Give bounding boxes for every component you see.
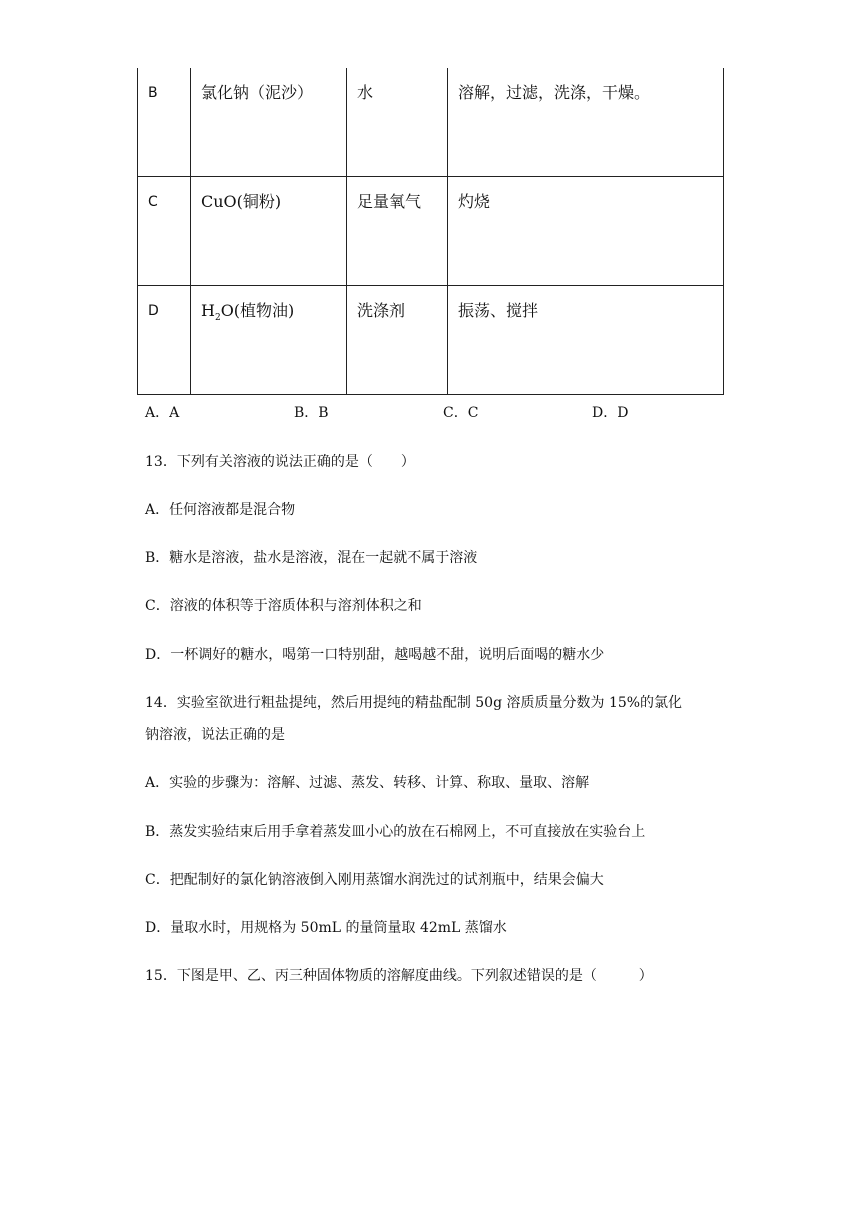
q14-option-c: C．把配制好的氯化钠溶液倒入刚用蒸馏水润洗过的试剂瓶中，结果会偏大 (145, 872, 604, 888)
substance-cell: 氯化钠（泥沙） (201, 83, 314, 102)
table-row (138, 68, 724, 177)
q13-option-d: D．一杯调好的糖水，喝第一口特别甜，越喝越不甜，说明后面喝的糖水少 (145, 647, 605, 663)
substance-cell: CuO(铜粉) (201, 192, 282, 211)
options-table (137, 68, 724, 395)
method-cell: 灼烧 (458, 192, 491, 211)
q14-stem-line2: 钠溶液，说法正确的是 (145, 727, 285, 743)
q14-option-d: D．量取水时，用规格为 50mL 的量筒量取 42mL 蒸馏水 (145, 920, 507, 936)
row-letter: C (148, 194, 158, 210)
q14-option-b: B．蒸发实验结束后用手拿着蒸发皿小心的放在石棉网上，不可直接放在实验台上 (145, 824, 646, 840)
method-cell: 振荡、搅拌 (458, 301, 539, 320)
q14-stem-line1: 14．实验室欲进行粗盐提纯，然后用提纯的精盐配制 50g 溶质质量分数为 15%的氯化 (145, 695, 683, 711)
row-letter: B (148, 85, 158, 101)
q14-option-a: A．实验的步骤为：溶解、过滤、蒸发、转移、计算、称取、量取、溶解 (145, 775, 590, 791)
q13-option-b: B．糖水是溶液，盐水是溶液，混在一起就不属于溶液 (145, 550, 478, 566)
method-cell: 溶解，过滤，洗涤，干燥。 (458, 83, 651, 102)
q13-option-a: A．任何溶液都是混合物 (145, 502, 296, 518)
formula-main: H (201, 301, 215, 320)
reagent-cell: 水 (357, 83, 374, 102)
substance-cell (191, 286, 346, 329)
reagent-cell: 洗涤剂 (357, 301, 406, 320)
q15-stem: 15．下图是甲、乙、丙三种固体物质的溶解度曲线。下列叙述错误的是（ ） (145, 968, 653, 984)
q12-option-d: D．D (592, 405, 629, 421)
table-row (138, 177, 724, 286)
reagent-cell: 足量氧气 (357, 192, 422, 211)
formula-subscript: 2 (214, 313, 221, 324)
q13-stem: 13．下列有关溶液的说法正确的是（ ） (145, 454, 415, 470)
q12-option-a: A．A (145, 405, 180, 421)
q12-option-c: C．C (443, 405, 479, 421)
table-row (138, 286, 724, 395)
row-letter: D (148, 303, 159, 319)
formula-rest: O(植物油) (220, 301, 295, 320)
q12-option-b: B．B (294, 405, 329, 421)
q13-option-c: C．溶液的体积等于溶质体积与溶剂体积之和 (145, 598, 422, 614)
